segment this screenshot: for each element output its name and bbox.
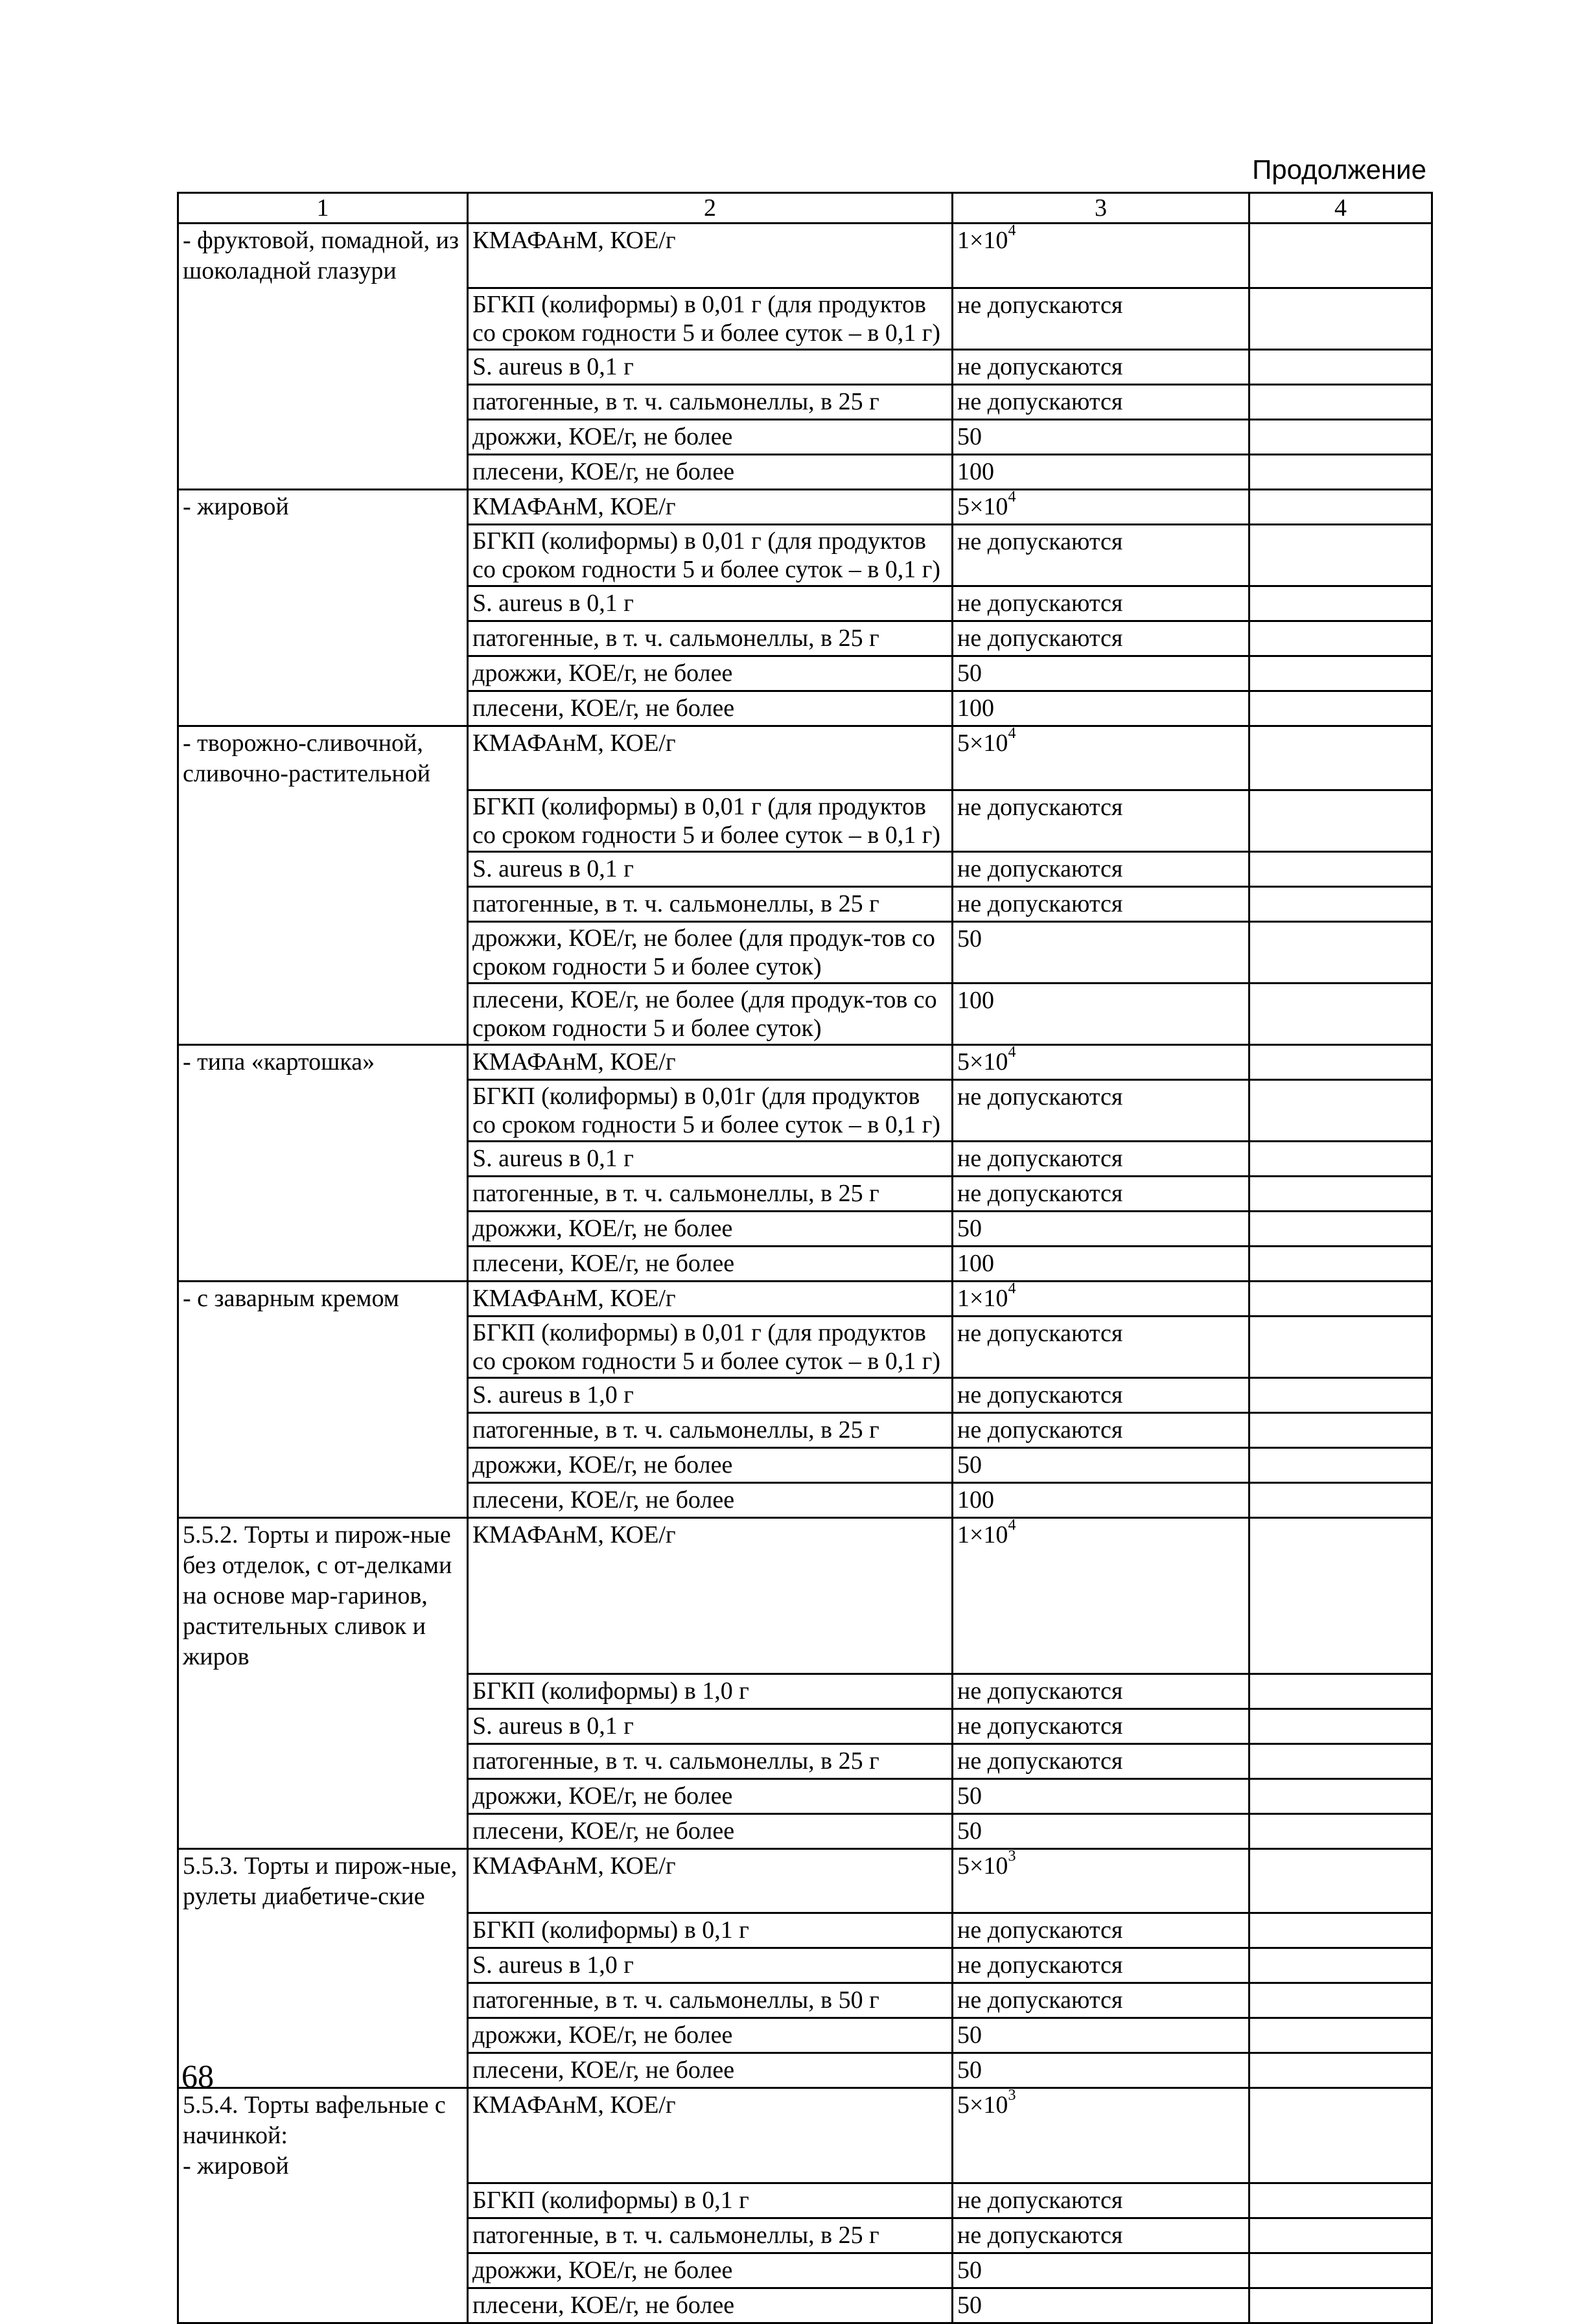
norm-cell xyxy=(953,586,1249,621)
notes-cell xyxy=(1249,691,1432,726)
indicator-cell: патогенные, в т. ч. сальмонеллы, в 25 г xyxy=(468,1413,953,1448)
norm-value: 5×10 xyxy=(957,729,1008,757)
product-group-cell xyxy=(178,1778,468,1813)
table-row xyxy=(178,1378,1432,1413)
product-group-cell xyxy=(178,1483,468,1518)
norm-cell xyxy=(953,1674,1249,1708)
norm-value: не допускаются xyxy=(957,1712,1123,1740)
notes-cell xyxy=(1249,454,1432,489)
norm-exponent: 3 xyxy=(1008,1848,1016,1865)
notes-cell xyxy=(1249,984,1432,1045)
product-group-cell xyxy=(178,349,468,384)
notes-cell xyxy=(1249,887,1432,922)
indicator-cell: патогенные, в т. ч. сальмонеллы, в 25 г xyxy=(468,384,953,419)
product-group-cell xyxy=(178,790,468,852)
product-group-cell xyxy=(178,1743,468,1778)
norm-cell xyxy=(953,656,1249,691)
norm-cell xyxy=(953,349,1249,384)
indicator-cell: патогенные, в т. ч. сальмонеллы, в 25 г xyxy=(468,887,953,922)
notes-cell xyxy=(1249,1080,1432,1142)
product-group-cell xyxy=(178,887,468,922)
header-cell: 2 xyxy=(468,193,953,224)
norm-cell xyxy=(953,1247,1249,1282)
product-group-label: - типа «картошка» xyxy=(178,1045,468,1080)
norm-value: не допускаются xyxy=(957,1916,1123,1944)
norm-cell xyxy=(953,1948,1249,1983)
indicator-cell: патогенные, в т. ч. сальмонеллы, в 50 г xyxy=(468,1983,953,2018)
table-row xyxy=(178,2088,1432,2183)
table-row xyxy=(178,1674,1432,1708)
norm-cell xyxy=(953,1983,1249,2018)
notes-cell xyxy=(1249,1983,1432,2018)
norm-cell xyxy=(953,1045,1249,1080)
product-group-cell xyxy=(178,852,468,887)
notes-cell xyxy=(1249,1177,1432,1212)
norm-cell xyxy=(953,1142,1249,1177)
norm-value: не допускаются xyxy=(957,589,1123,617)
indicator-cell: дрожжи, КОЕ/г, не более xyxy=(468,1448,953,1483)
notes-cell xyxy=(1249,1317,1432,1378)
notes-cell xyxy=(1249,852,1432,887)
notes-cell xyxy=(1249,1247,1432,1282)
table-row xyxy=(178,691,1432,726)
product-group-cell xyxy=(178,288,468,349)
product-group-cell xyxy=(178,1948,468,1983)
table-row xyxy=(178,1983,1432,2018)
norm-value: 100 xyxy=(957,694,994,722)
indicator-cell: S. aureus в 1,0 г xyxy=(468,1378,953,1413)
notes-cell xyxy=(1249,1413,1432,1448)
norm-cell xyxy=(953,1708,1249,1743)
norm-value: не допускаются xyxy=(957,1986,1123,2014)
norm-value: не допускаются xyxy=(957,1951,1123,1979)
product-group-cell xyxy=(178,1378,468,1413)
notes-cell xyxy=(1249,2088,1432,2183)
notes-cell xyxy=(1249,621,1432,656)
norm-cell xyxy=(953,887,1249,922)
norm-value: 50 xyxy=(957,1817,982,1845)
norm-cell xyxy=(953,1080,1249,1142)
notes-cell xyxy=(1249,2053,1432,2088)
table-row xyxy=(178,790,1432,852)
indicator-cell: S. aureus в 1,0 г xyxy=(468,1948,953,1983)
indicator-cell: плесени, КОЕ/г, не более (для продук-тов со сроком годности 5 и более суток) xyxy=(468,984,953,1045)
indicator-cell: КМАФАнМ, КОЕ/г xyxy=(468,2088,953,2183)
notes-cell xyxy=(1249,790,1432,852)
table-row xyxy=(178,2218,1432,2253)
indicator-cell: КМАФАнМ, КОЕ/г xyxy=(468,1518,953,1674)
product-group-label: - с заварным кремом xyxy=(178,1282,468,1317)
norm-cell xyxy=(953,1282,1249,1317)
indicator-cell: плесени, КОЕ/г, не более xyxy=(468,691,953,726)
product-group-cell xyxy=(178,1212,468,1247)
table-row xyxy=(178,922,1432,984)
indicator-cell: S. aureus в 0,1 г xyxy=(468,349,953,384)
norm-value: 5×10 xyxy=(957,2091,1008,2119)
product-group-cell xyxy=(178,1177,468,1212)
norm-cell xyxy=(953,419,1249,454)
table-row xyxy=(178,586,1432,621)
notes-cell xyxy=(1249,1483,1432,1518)
notes-cell xyxy=(1249,656,1432,691)
product-group-cell xyxy=(178,384,468,419)
indicator-cell: БГКП (колиформы) в 1,0 г xyxy=(468,1674,953,1708)
table-row xyxy=(178,419,1432,454)
table-row xyxy=(178,384,1432,419)
norm-cell xyxy=(953,1778,1249,1813)
indicator-cell: дрожжи, КОЕ/г, не более xyxy=(468,2018,953,2053)
product-group-label: 5.5.4. Торты вафельные с начинкой: - жировой xyxy=(178,2088,468,2183)
indicator-cell: БГКП (колиформы) в 0,01г (для продуктов со сроком годности 5 и более суток – в 0,1 г) xyxy=(468,1080,953,1142)
norm-value: не допускаются xyxy=(957,1381,1123,1409)
norm-value: 50 xyxy=(957,925,982,952)
table-row xyxy=(178,2183,1432,2218)
product-group-cell xyxy=(178,984,468,1045)
indicator-cell: патогенные, в т. ч. сальмонеллы, в 25 г xyxy=(468,2218,953,2253)
product-group-cell xyxy=(178,1708,468,1743)
table-row xyxy=(178,489,1432,524)
norm-value: не допускаются xyxy=(957,624,1123,652)
norm-cell xyxy=(953,2183,1249,2218)
norm-cell xyxy=(953,691,1249,726)
norm-cell xyxy=(953,1743,1249,1778)
notes-cell xyxy=(1249,1948,1432,1983)
norm-cell xyxy=(953,1848,1249,1913)
indicator-cell: S. aureus в 0,1 г xyxy=(468,1142,953,1177)
norm-exponent: 4 xyxy=(1008,1044,1016,1061)
norm-cell xyxy=(953,1913,1249,1948)
norm-value: 50 xyxy=(957,1782,982,1810)
indicator-cell: плесени, КОЕ/г, не более xyxy=(468,1247,953,1282)
norm-value: 1×10 xyxy=(957,1521,1008,1548)
continuation-label: Продолжение xyxy=(1252,154,1426,185)
notes-cell xyxy=(1249,1848,1432,1913)
indicator-cell: патогенные, в т. ч. сальмонеллы, в 25 г xyxy=(468,621,953,656)
norm-exponent: 4 xyxy=(1008,1281,1016,1298)
notes-cell xyxy=(1249,419,1432,454)
indicator-cell: дрожжи, КОЕ/г, не более xyxy=(468,1778,953,1813)
norm-value: не допускаются xyxy=(957,527,1123,555)
product-group-cell xyxy=(178,2183,468,2218)
table-row xyxy=(178,2053,1432,2088)
norm-value: не допускаются xyxy=(957,855,1123,882)
table-row xyxy=(178,656,1432,691)
table-row xyxy=(178,1813,1432,1848)
indicator-cell: S. aureus в 0,1 г xyxy=(468,586,953,621)
product-group-label: - фруктовой, помадной, из шоколадной глазури xyxy=(178,224,468,288)
notes-cell xyxy=(1249,586,1432,621)
indicator-cell: КМАФАнМ, КОЕ/г xyxy=(468,1282,953,1317)
table-row xyxy=(178,1483,1432,1518)
indicator-cell: БГКП (колиформы) в 0,01 г (для продуктов со сроком годности 5 и более суток – в 0,1 г) xyxy=(468,1317,953,1378)
indicator-cell: КМАФАнМ, КОЕ/г xyxy=(468,1848,953,1913)
norm-cell xyxy=(953,288,1249,349)
product-group-cell xyxy=(178,1813,468,1848)
table-row xyxy=(178,2288,1432,2323)
norm-value: 50 xyxy=(957,2291,982,2319)
norm-value: 5×10 xyxy=(957,1852,1008,1880)
table-row xyxy=(178,1177,1432,1212)
notes-cell xyxy=(1249,726,1432,790)
norm-cell xyxy=(953,1813,1249,1848)
table-row xyxy=(178,852,1432,887)
norm-value: 100 xyxy=(957,457,994,485)
norm-cell xyxy=(953,224,1249,288)
product-group-cell xyxy=(178,691,468,726)
indicator-cell: КМАФАнМ, КОЕ/г xyxy=(468,726,953,790)
norm-value: не допускаются xyxy=(957,1320,1123,1347)
norm-value: 50 xyxy=(957,659,982,687)
norm-value: не допускаются xyxy=(957,352,1123,380)
product-group-label: - жировой xyxy=(178,489,468,524)
indicator-cell: дрожжи, КОЕ/г, не более xyxy=(468,1212,953,1247)
notes-cell xyxy=(1249,2218,1432,2253)
norm-value: не допускаются xyxy=(957,2221,1123,2249)
norm-cell xyxy=(953,1177,1249,1212)
table-row xyxy=(178,1247,1432,1282)
norm-cell xyxy=(953,524,1249,586)
table-row xyxy=(178,1317,1432,1378)
product-group-cell xyxy=(178,1913,468,1948)
norm-cell xyxy=(953,1212,1249,1247)
product-group-cell xyxy=(178,922,468,984)
table-row xyxy=(178,1913,1432,1948)
indicator-cell: дрожжи, КОЕ/г, не более (для продук-тов со сроком годности 5 и более суток) xyxy=(468,922,953,984)
product-group-cell xyxy=(178,1983,468,2018)
norm-value: 100 xyxy=(957,1250,994,1277)
product-group-cell xyxy=(178,454,468,489)
norm-cell xyxy=(953,454,1249,489)
product-group-cell xyxy=(178,1080,468,1142)
table-row xyxy=(178,984,1432,1045)
norm-cell xyxy=(953,1448,1249,1483)
page-number: 68 xyxy=(181,2058,214,2094)
header-cell: 3 xyxy=(953,193,1249,224)
table-row xyxy=(178,887,1432,922)
norm-value: не допускаются xyxy=(957,291,1123,319)
norm-exponent: 4 xyxy=(1008,1517,1016,1534)
norm-value: не допускаются xyxy=(957,387,1123,415)
norm-cell xyxy=(953,2288,1249,2323)
indicator-cell: патогенные, в т. ч. сальмонеллы, в 25 г xyxy=(468,1743,953,1778)
table-header-row xyxy=(178,193,1432,224)
norm-exponent: 4 xyxy=(1008,489,1016,505)
notes-cell xyxy=(1249,1142,1432,1177)
notes-cell xyxy=(1249,224,1432,288)
product-group-cell xyxy=(178,1317,468,1378)
table-row xyxy=(178,1282,1432,1317)
indicator-cell: патогенные, в т. ч. сальмонеллы, в 25 г xyxy=(468,1177,953,1212)
norm-cell xyxy=(953,922,1249,984)
notes-cell xyxy=(1249,1778,1432,1813)
norm-value: 100 xyxy=(957,987,994,1014)
table-row xyxy=(178,1142,1432,1177)
norm-cell xyxy=(953,1378,1249,1413)
table-row xyxy=(178,1080,1432,1142)
table-row xyxy=(178,1448,1432,1483)
notes-cell xyxy=(1249,349,1432,384)
norm-cell xyxy=(953,1518,1249,1674)
indicator-cell: КМАФАнМ, КОЕ/г xyxy=(468,1045,953,1080)
notes-cell xyxy=(1249,1282,1432,1317)
norm-value: не допускаются xyxy=(957,1677,1123,1705)
norm-value: 50 xyxy=(957,2056,982,2084)
norm-value: 50 xyxy=(957,1451,982,1478)
product-group-cell xyxy=(178,1413,468,1448)
product-group-cell xyxy=(178,2053,468,2088)
norm-exponent: 3 xyxy=(1008,2088,1016,2104)
table-row xyxy=(178,1848,1432,1913)
norm-value: 50 xyxy=(957,2021,982,2049)
norm-value: 1×10 xyxy=(957,1285,1008,1312)
norm-value: не допускаются xyxy=(957,794,1123,821)
norm-cell xyxy=(953,2018,1249,2053)
table-row xyxy=(178,1045,1432,1080)
notes-cell xyxy=(1249,489,1432,524)
norm-cell xyxy=(953,2053,1249,2088)
notes-cell xyxy=(1249,524,1432,586)
header-cell: 4 xyxy=(1249,193,1432,224)
norm-cell xyxy=(953,984,1249,1045)
table-row xyxy=(178,1778,1432,1813)
notes-cell xyxy=(1249,1674,1432,1708)
norm-exponent: 4 xyxy=(1008,223,1016,240)
product-group-cell xyxy=(178,2018,468,2053)
table-row xyxy=(178,454,1432,489)
product-group-cell xyxy=(178,524,468,586)
norm-value: не допускаются xyxy=(957,1083,1123,1110)
indicator-cell: КМАФАнМ, КОЕ/г xyxy=(468,489,953,524)
table-row xyxy=(178,1413,1432,1448)
norm-value: 50 xyxy=(957,2256,982,2284)
indicator-cell: плесени, КОЕ/г, не более xyxy=(468,1483,953,1518)
notes-cell xyxy=(1249,1743,1432,1778)
indicator-cell: БГКП (колиформы) в 0,01 г (для продуктов со сроком годности 5 и более суток – в 0,1 г) xyxy=(468,524,953,586)
indicator-cell: КМАФАнМ, КОЕ/г xyxy=(468,224,953,288)
norm-value: не допускаются xyxy=(957,1180,1123,1207)
norm-cell xyxy=(953,489,1249,524)
indicator-cell: плесени, КОЕ/г, не более xyxy=(468,1813,953,1848)
norm-cell xyxy=(953,2253,1249,2288)
product-group-cell xyxy=(178,586,468,621)
table-row xyxy=(178,524,1432,586)
product-group-cell xyxy=(178,1247,468,1282)
indicator-cell: плесени, КОЕ/г, не более xyxy=(468,454,953,489)
notes-cell xyxy=(1249,1448,1432,1483)
notes-cell xyxy=(1249,1378,1432,1413)
notes-cell xyxy=(1249,1708,1432,1743)
table-row xyxy=(178,288,1432,349)
notes-cell xyxy=(1249,2183,1432,2218)
notes-cell xyxy=(1249,922,1432,984)
table-row xyxy=(178,1518,1432,1674)
norm-value: 50 xyxy=(957,1215,982,1242)
norm-cell xyxy=(953,1317,1249,1378)
product-group-cell xyxy=(178,1674,468,1708)
notes-cell xyxy=(1249,2288,1432,2323)
product-group-cell xyxy=(178,1448,468,1483)
indicator-cell: БГКП (колиформы) в 0,1 г xyxy=(468,2183,953,2218)
notes-cell xyxy=(1249,1045,1432,1080)
table-row xyxy=(178,621,1432,656)
indicator-cell: S. aureus в 0,1 г xyxy=(468,1708,953,1743)
notes-cell xyxy=(1249,1913,1432,1948)
table-row xyxy=(178,1212,1432,1247)
norm-cell xyxy=(953,726,1249,790)
notes-cell xyxy=(1249,288,1432,349)
indicator-cell: БГКП (колиформы) в 0,1 г xyxy=(468,1913,953,1948)
norm-value: не допускаются xyxy=(957,890,1123,917)
indicator-cell: плесени, КОЕ/г, не более xyxy=(468,2288,953,2323)
hygiene-requirements-table xyxy=(177,192,1433,2324)
table-row xyxy=(178,726,1432,790)
notes-cell xyxy=(1249,1813,1432,1848)
table-row xyxy=(178,224,1432,288)
norm-cell xyxy=(953,2088,1249,2183)
norm-value: 5×10 xyxy=(957,492,1008,520)
product-group-cell xyxy=(178,621,468,656)
product-group-cell xyxy=(178,656,468,691)
product-group-label: 5.5.3. Торты и пирож-ные, рулеты диабетиче-ские xyxy=(178,1848,468,1913)
product-group-cell xyxy=(178,419,468,454)
header-cell: 1 xyxy=(178,193,468,224)
indicator-cell: БГКП (колиформы) в 0,01 г (для продуктов со сроком годности 5 и более суток – в 0,1 г) xyxy=(468,288,953,349)
norm-cell xyxy=(953,384,1249,419)
norm-cell xyxy=(953,621,1249,656)
product-group-cell xyxy=(178,2288,468,2323)
notes-cell xyxy=(1249,384,1432,419)
table-row xyxy=(178,349,1432,384)
norm-cell xyxy=(953,1413,1249,1448)
product-group-cell xyxy=(178,1142,468,1177)
product-group-label: 5.5.2. Торты и пирож-ные без отделок, с от-делками на основе мар-гаринов, растительных сливок и жиров xyxy=(178,1518,468,1674)
indicator-cell: плесени, КОЕ/г, не более xyxy=(468,2053,953,2088)
norm-value: 5×10 xyxy=(957,1048,1008,1076)
notes-cell xyxy=(1249,1518,1432,1674)
norm-cell xyxy=(953,852,1249,887)
indicator-cell: дрожжи, КОЕ/г, не более xyxy=(468,2253,953,2288)
norm-value: не допускаются xyxy=(957,1145,1123,1172)
norm-value: не допускаются xyxy=(957,2186,1123,2214)
product-group-cell xyxy=(178,2218,468,2253)
table-row xyxy=(178,1948,1432,1983)
norm-cell xyxy=(953,790,1249,852)
table-row xyxy=(178,1708,1432,1743)
table-row xyxy=(178,2253,1432,2288)
notes-cell xyxy=(1249,2253,1432,2288)
product-group-cell xyxy=(178,2253,468,2288)
indicator-cell: дрожжи, КОЕ/г, не более xyxy=(468,419,953,454)
norm-value: 1×10 xyxy=(957,227,1008,254)
table-row xyxy=(178,1743,1432,1778)
notes-cell xyxy=(1249,2018,1432,2053)
indicator-cell: S. aureus в 0,1 г xyxy=(468,852,953,887)
indicator-cell: БГКП (колиформы) в 0,01 г (для продуктов со сроком годности 5 и более суток – в 0,1 г) xyxy=(468,790,953,852)
norm-value: 50 xyxy=(957,422,982,450)
notes-cell xyxy=(1249,1212,1432,1247)
norm-exponent: 4 xyxy=(1008,726,1016,742)
indicator-cell: дрожжи, КОЕ/г, не более xyxy=(468,656,953,691)
norm-value: не допускаются xyxy=(957,1747,1123,1775)
table-row xyxy=(178,2018,1432,2053)
norm-cell xyxy=(953,2218,1249,2253)
norm-cell xyxy=(953,1483,1249,1518)
norm-value: не допускаются xyxy=(957,1416,1123,1444)
norm-value: 100 xyxy=(957,1486,994,1513)
product-group-label: - творожно-сливочной, сливочно-растительной xyxy=(178,726,468,790)
